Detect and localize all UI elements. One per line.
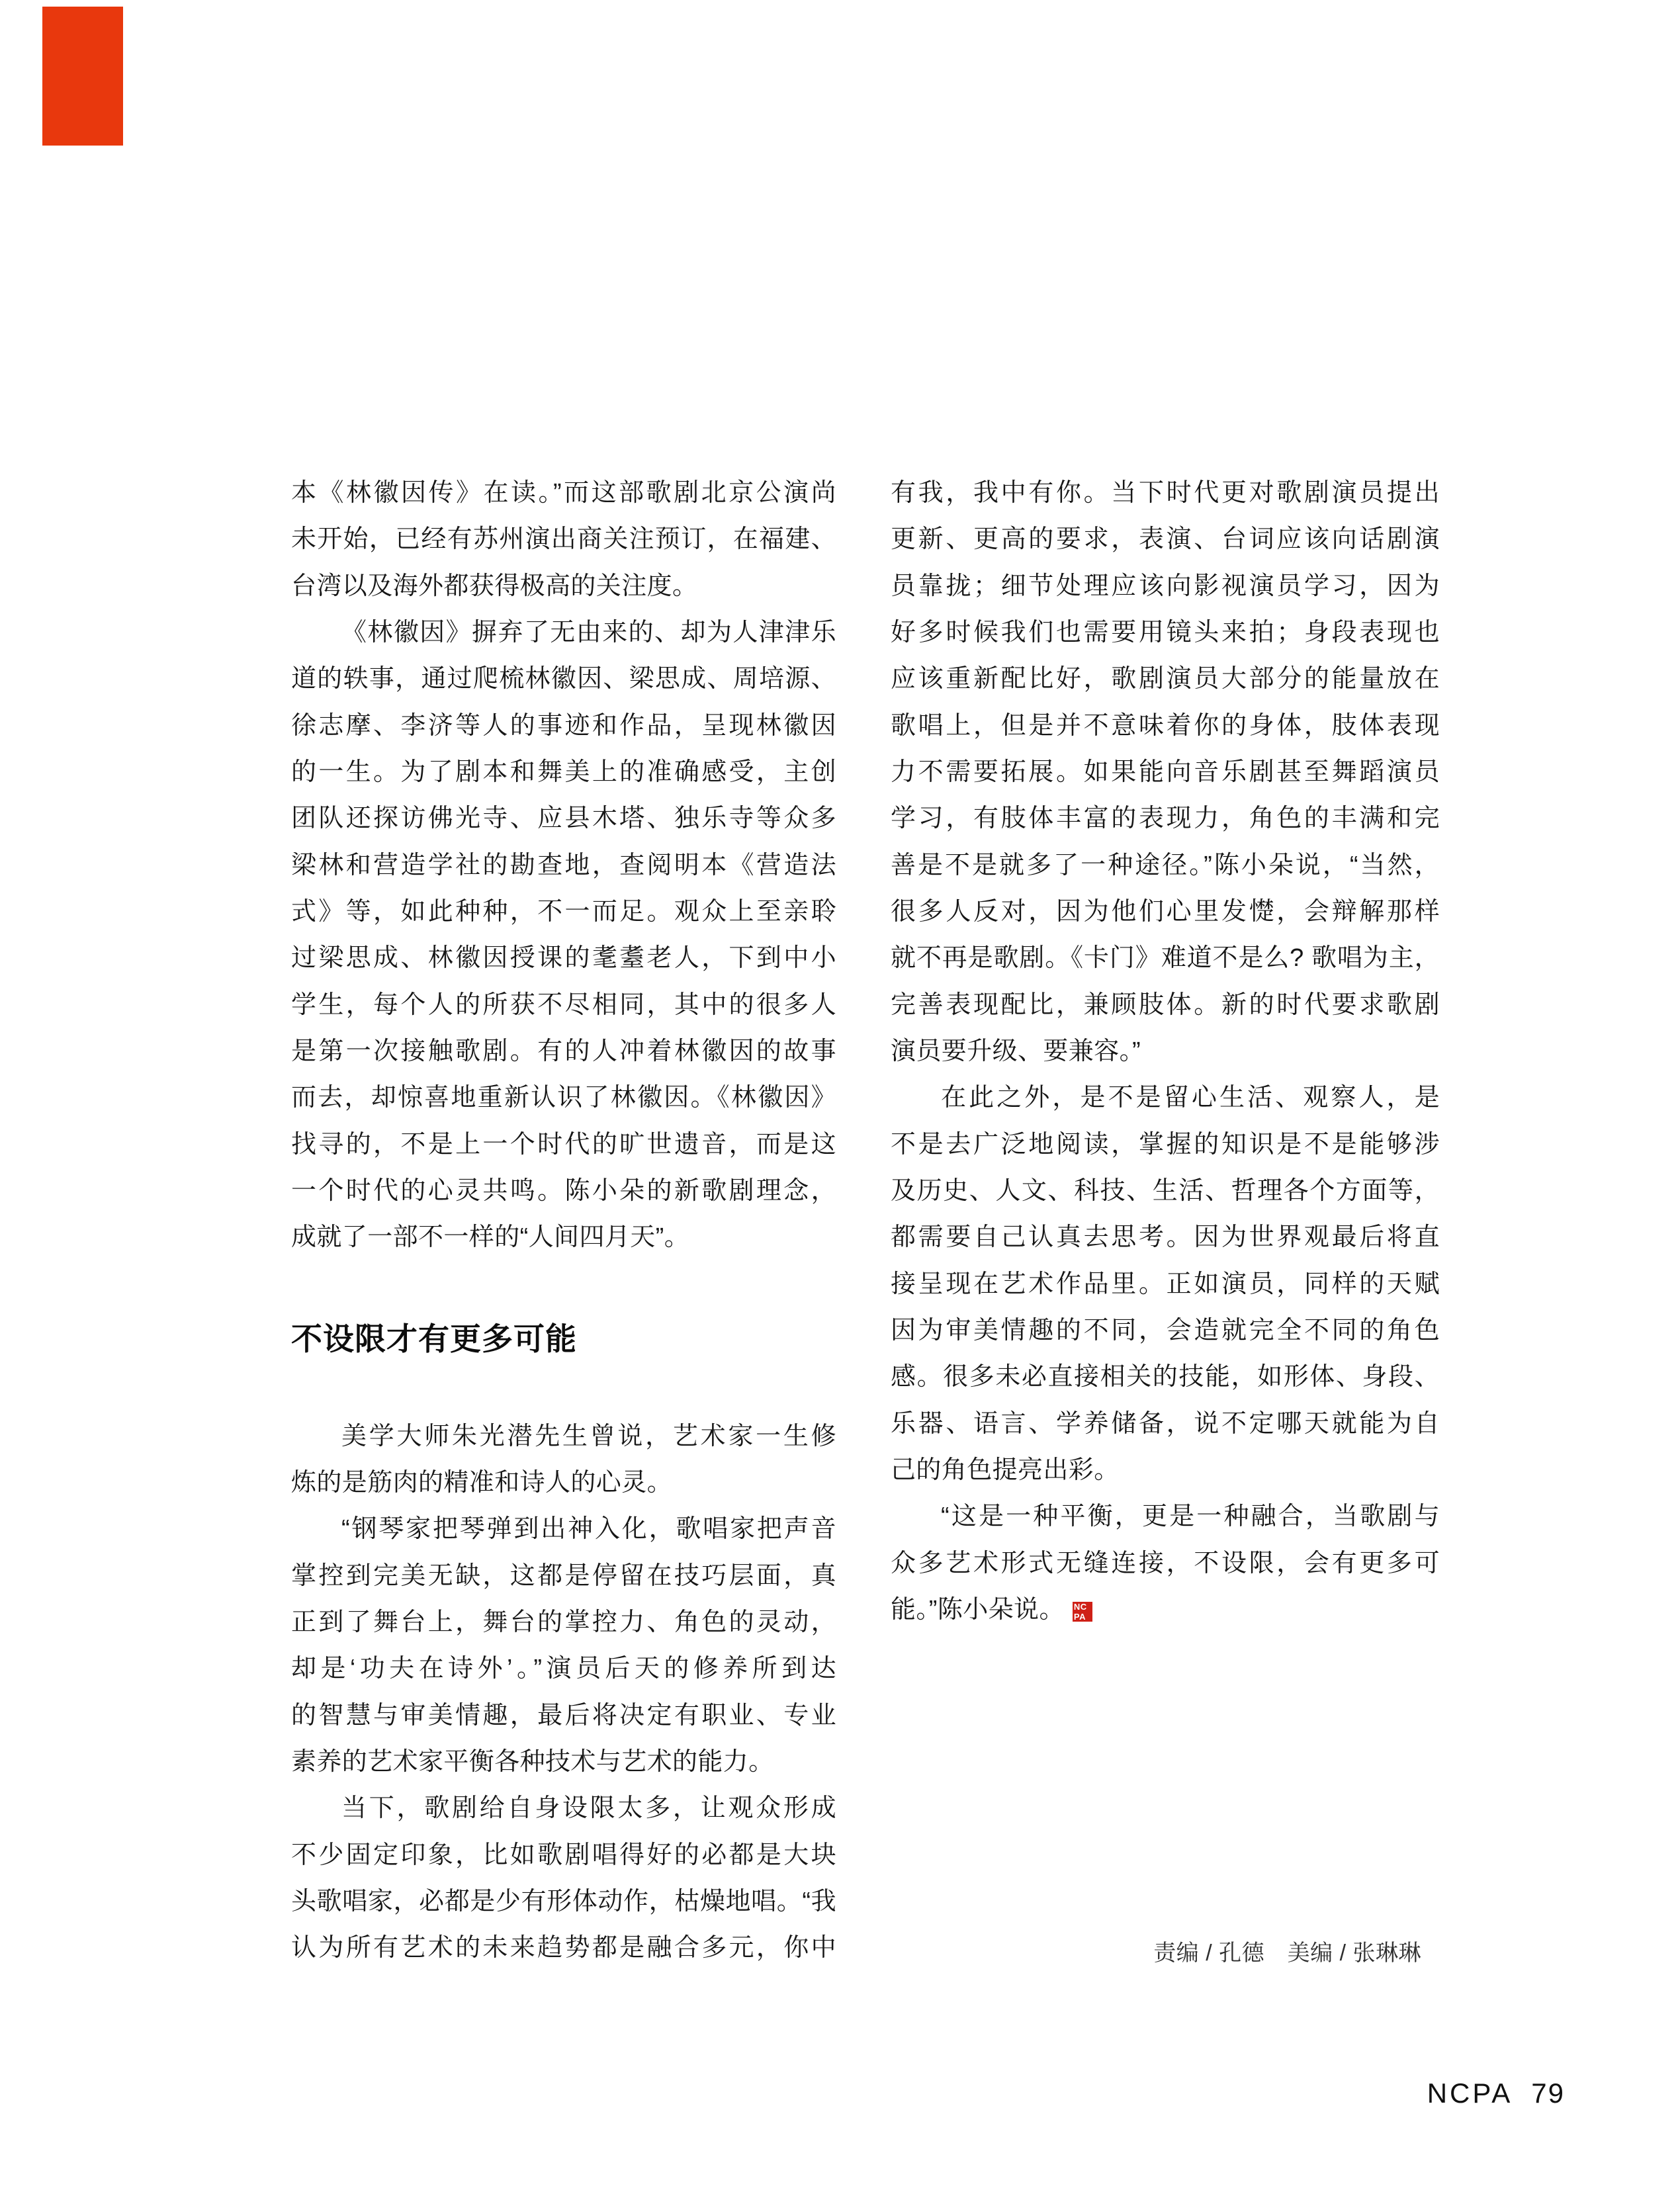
text-line: 炼的是筋肉的精准和诗人的心灵。 bbox=[291, 1468, 673, 1497]
text-line: 众多艺术形式无缝连接，不设限，会有更多可 bbox=[891, 1549, 1440, 1577]
text-line: 善是不是就多了一种途径。”陈小朵说，“当然， bbox=[891, 851, 1440, 879]
text-line: 成就了一部不一样的“人间四月天”。 bbox=[291, 1223, 690, 1252]
text-line: 及历史、人文、科技、生活、哲理各个方面等， bbox=[891, 1176, 1440, 1205]
text-line: 过梁思成、林徽因授课的耄耋老人，下到中小 bbox=[291, 944, 836, 973]
text-line: 演员要升级、要兼容。” bbox=[891, 1037, 1141, 1065]
credits-line: 责编 / 孔德 美编 / 张琳琳 bbox=[1153, 1941, 1421, 1966]
text-line: 台湾以及海外都获得极高的关注度。 bbox=[291, 572, 698, 600]
text-line: 有我，我中有你。当下时代更对歌剧演员提出 bbox=[891, 479, 1440, 507]
article-column-left bbox=[291, 470, 836, 1972]
section-heading: 不设限才有更多可能 bbox=[291, 1321, 577, 1357]
text-line: 员靠拢；细节处理应该向影视演员学习，因为 bbox=[891, 572, 1440, 600]
text-line: 能。”陈小朵说。 NC PA bbox=[891, 1587, 1440, 1633]
text-line: 未开始，已经有苏州演出商关注预订，在福建、 bbox=[291, 525, 836, 554]
text-line: 团队还探访佛光寺、应县木塔、独乐寺等众多 bbox=[291, 805, 836, 833]
text-line: 找寻的，不是上一个时代的旷世遗音，而是这 bbox=[291, 1130, 836, 1159]
text-line: 美学大师朱光潜先生曾说，艺术家一生修 bbox=[341, 1422, 836, 1450]
text-line: 《林徽因》摒弃了无由来的、却为人津津乐 bbox=[341, 618, 836, 646]
page-footer bbox=[1427, 2078, 1565, 2109]
corner-bleed-mark bbox=[42, 7, 123, 146]
text-line: 是第一次接触歌剧。有的人冲着林徽因的故事 bbox=[291, 1037, 836, 1065]
text-line: 认为所有艺术的未来趋势都是融合多元，你中 bbox=[291, 1934, 836, 1962]
text-line: 而去，却惊喜地重新认识了林徽因。《林徽因》 bbox=[291, 1084, 836, 1112]
text-line: 本《林徽因传》在读。”而这部歌剧北京公演尚 bbox=[291, 479, 836, 507]
text-line: 学习，有肢体丰富的表现力，角色的丰满和完 bbox=[891, 805, 1440, 833]
text-line: 感。很多未必直接相关的技能，如形体、身段、 bbox=[891, 1363, 1440, 1391]
text-line: 不是去广泛地阅读，掌握的知识是不是能够涉 bbox=[891, 1130, 1440, 1159]
text-line: 都需要自己认真去思考。因为世界观最后将直 bbox=[891, 1223, 1440, 1252]
text-line: 就不再是歌剧。《卡门》难道不是么? 歌唱为主， bbox=[891, 944, 1440, 973]
text-line: 完善表现配比，兼顾肢体。新的时代要求歌剧 bbox=[891, 990, 1440, 1019]
text-line: “这是一种平衡，更是一种融合，当歌剧与 bbox=[941, 1503, 1440, 1531]
text-line: 接呈现在艺术作品里。正如演员，同样的天赋 bbox=[891, 1270, 1440, 1298]
magazine-brand: NCPA bbox=[1427, 2078, 1513, 2109]
text-line: 很多人反对，因为他们心里发憷，会辩解那样 bbox=[891, 897, 1440, 926]
text-line: 力不需要拓展。如果能向音乐剧甚至舞蹈演员 bbox=[891, 758, 1440, 786]
text-line: 却是‘功夫在诗外’。”演员后天的修养所到达 bbox=[291, 1655, 836, 1683]
ncpa-end-mark-icon: NC PA bbox=[1073, 1602, 1092, 1622]
text-line: 掌控到完美无缺，这都是停留在技巧层面，真 bbox=[291, 1561, 836, 1590]
text-line: 在此之外，是不是留心生活、观察人，是 bbox=[941, 1084, 1440, 1112]
text-line: 的智慧与审美情趣，最后将决定有职业、专业 bbox=[291, 1701, 836, 1729]
text-line: 头歌唱家，必都是少有形体动作，枯燥地唱。“我 bbox=[291, 1887, 836, 1915]
text-line: 歌唱上，但是并不意味着你的身体，肢体表现 bbox=[891, 711, 1440, 740]
text-line: 己的角色提亮出彩。 bbox=[891, 1456, 1120, 1484]
text-line: 当下，歌剧给自身设限太多，让观众形成 bbox=[341, 1794, 836, 1823]
text-line: 应该重新配比好，歌剧演员大部分的能量放在 bbox=[891, 665, 1440, 693]
text-line: 素养的艺术家平衡各种技术与艺术的能力。 bbox=[291, 1747, 774, 1776]
page-number: 79 bbox=[1531, 2078, 1565, 2109]
text-line: 徐志摩、李济等人的事迹和作品，呈现林徽因 bbox=[291, 711, 836, 740]
text-line: 乐器、语言、学养储备，说不定哪天就能为自 bbox=[891, 1409, 1440, 1438]
text-line: “钢琴家把琴弹到出神入化，歌唱家把声音 bbox=[341, 1515, 836, 1544]
text-line: 更新、更高的要求，表演、台词应该向话剧演 bbox=[891, 525, 1440, 554]
text-line: 不少固定印象，比如歌剧唱得好的必都是大块 bbox=[291, 1841, 836, 1869]
text-line: 好多时候我们也需要用镜头来拍；身段表现也 bbox=[891, 618, 1440, 646]
text-line: 的一生。为了剧本和舞美上的准确感受，主创 bbox=[291, 758, 836, 786]
text-line: 梁林和营造学社的勘查地，查阅明本《营造法 bbox=[291, 851, 836, 879]
text-line: 式》等，如此种种，不一而足。观众上至亲聆 bbox=[291, 897, 836, 926]
text-line: 道的轶事，通过爬梳林徽因、梁思成、周培源、 bbox=[291, 665, 836, 693]
text-line: 一个时代的心灵共鸣。陈小朵的新歌剧理念， bbox=[291, 1176, 836, 1205]
text-line: 因为审美情趣的不同，会造就完全不同的角色 bbox=[891, 1316, 1440, 1344]
text-line: 学生，每个人的所获不尽相同，其中的很多人 bbox=[291, 990, 836, 1019]
text-line: 正到了舞台上，舞台的掌控力、角色的灵动， bbox=[291, 1608, 836, 1636]
article-column-right bbox=[891, 470, 1440, 1633]
